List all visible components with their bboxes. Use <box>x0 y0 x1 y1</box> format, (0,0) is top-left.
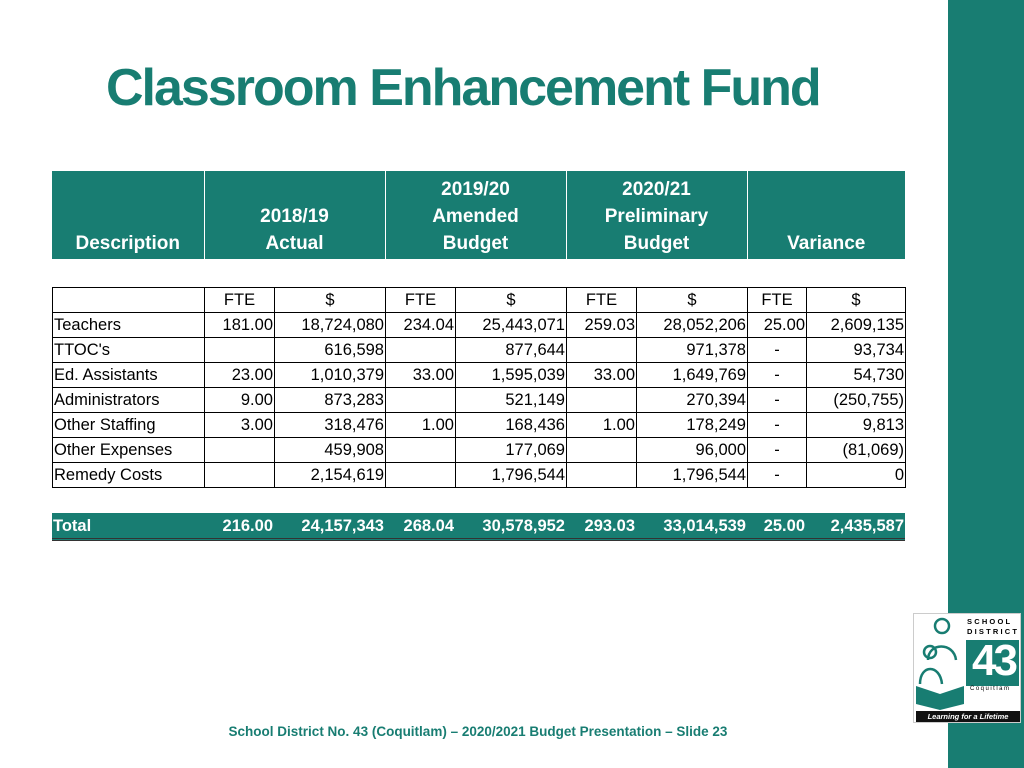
row-label <box>53 288 205 313</box>
table-cell: 318,476 <box>275 413 386 438</box>
table-cell: 3.00 <box>205 413 275 438</box>
table-cell: - <box>748 413 807 438</box>
table-cell: 178,249 <box>637 413 748 438</box>
table-cell: $ <box>807 288 906 313</box>
table-cell: 9,813 <box>807 413 906 438</box>
table-cell: 873,283 <box>275 388 386 413</box>
table-cell: 181.00 <box>205 313 275 338</box>
logo-number: 43 <box>972 636 1015 685</box>
page-title: Classroom Enhancement Fund <box>106 59 820 117</box>
table-cell: 23.00 <box>205 363 275 388</box>
table-cell: $ <box>456 288 567 313</box>
total-cell: 24,157,343 <box>274 514 385 540</box>
reading-figures-icon <box>914 614 970 710</box>
table-cell <box>386 463 456 488</box>
table-row <box>53 363 906 388</box>
table-cell: 2,154,619 <box>275 463 386 488</box>
table-cell <box>567 388 637 413</box>
district-logo <box>913 613 1021 723</box>
table-cell: 270,394 <box>637 388 748 413</box>
column-header-band <box>52 171 905 259</box>
logo-tagline: Learning for a Lifetime <box>916 711 1020 722</box>
table-cell: 93,734 <box>807 338 906 363</box>
table-cell: 1,595,039 <box>456 363 567 388</box>
table-cell <box>205 338 275 363</box>
row-label: Other Expenses <box>53 438 205 463</box>
table-cell: 168,436 <box>456 413 567 438</box>
logo-school-text: SCHOOL DISTRICT <box>967 617 1020 636</box>
table-cell <box>386 388 456 413</box>
total-cell: 216.00 <box>204 514 274 540</box>
table-cell: 259.03 <box>567 313 637 338</box>
logo-city: Coquitlam <box>970 686 1011 692</box>
table-row <box>53 438 906 463</box>
table-cell: 2,609,135 <box>807 313 906 338</box>
table-cell: 33.00 <box>386 363 456 388</box>
table-cell: $ <box>637 288 748 313</box>
slide-footer: School District No. 43 (Coquitlam) – 2020/2021 Budget Presentation – Slide 23 <box>228 724 728 739</box>
table-row <box>53 413 906 438</box>
table-cell: FTE <box>205 288 275 313</box>
table-row <box>53 313 906 338</box>
table-cell: 521,149 <box>456 388 567 413</box>
table-cell: - <box>748 388 807 413</box>
table-cell: FTE <box>386 288 456 313</box>
total-cell: 268.04 <box>385 514 455 540</box>
table-cell: 1.00 <box>567 413 637 438</box>
table-cell: - <box>748 338 807 363</box>
table-cell: 28,052,206 <box>637 313 748 338</box>
table-cell <box>205 438 275 463</box>
total-cell: 25.00 <box>747 514 806 540</box>
table-row <box>53 338 906 363</box>
table-cell: 1,796,544 <box>637 463 748 488</box>
table-cell <box>386 338 456 363</box>
table-cell: FTE <box>748 288 807 313</box>
table-cell: 234.04 <box>386 313 456 338</box>
table-cell <box>386 438 456 463</box>
table-cell: 25.00 <box>748 313 807 338</box>
table-cell: 96,000 <box>637 438 748 463</box>
table-cell: - <box>748 438 807 463</box>
table-cell: 18,724,080 <box>275 313 386 338</box>
total-cell: 2,435,587 <box>806 514 905 540</box>
table-cell: 971,378 <box>637 338 748 363</box>
total-cell: 33,014,539 <box>636 514 747 540</box>
table-cell: 1,010,379 <box>275 363 386 388</box>
table-cell: 1,649,769 <box>637 363 748 388</box>
row-label: Remedy Costs <box>53 463 205 488</box>
table-cell: $ <box>275 288 386 313</box>
table-cell: 177,069 <box>456 438 567 463</box>
header-description: Description <box>52 171 204 259</box>
total-row <box>52 513 905 541</box>
table-cell <box>567 338 637 363</box>
table-cell: 1.00 <box>386 413 456 438</box>
header-variance: Variance <box>747 171 905 259</box>
table-cell: 877,644 <box>456 338 567 363</box>
table-cell: 1,796,544 <box>456 463 567 488</box>
header-2018-19: 2018/19 Actual <box>204 171 385 259</box>
units-row <box>53 288 906 313</box>
row-label: Other Staffing <box>53 413 205 438</box>
row-label: Ed. Assistants <box>53 363 205 388</box>
table-row <box>53 463 906 488</box>
table-cell: (81,069) <box>807 438 906 463</box>
table-cell: 616,598 <box>275 338 386 363</box>
row-label: Teachers <box>53 313 205 338</box>
table-cell <box>567 463 637 488</box>
table-cell: 54,730 <box>807 363 906 388</box>
budget-table <box>52 287 906 488</box>
table-cell <box>205 463 275 488</box>
header-2019-20: 2019/20 Amended Budget <box>385 171 566 259</box>
row-label: Administrators <box>53 388 205 413</box>
table-cell: (250,755) <box>807 388 906 413</box>
table-cell: 33.00 <box>567 363 637 388</box>
table-cell: - <box>748 463 807 488</box>
table-cell: 25,443,071 <box>456 313 567 338</box>
table-cell: 459,908 <box>275 438 386 463</box>
table-cell: - <box>748 363 807 388</box>
total-cell: 293.03 <box>566 514 636 540</box>
header-2020-21: 2020/21 Preliminary Budget <box>566 171 747 259</box>
table-row <box>53 388 906 413</box>
total-cell: 30,578,952 <box>455 514 566 540</box>
table-cell <box>567 438 637 463</box>
table-cell: 0 <box>807 463 906 488</box>
row-label: TTOC's <box>53 338 205 363</box>
table-cell: 9.00 <box>205 388 275 413</box>
total-label: Total <box>52 514 204 540</box>
table-cell: FTE <box>567 288 637 313</box>
